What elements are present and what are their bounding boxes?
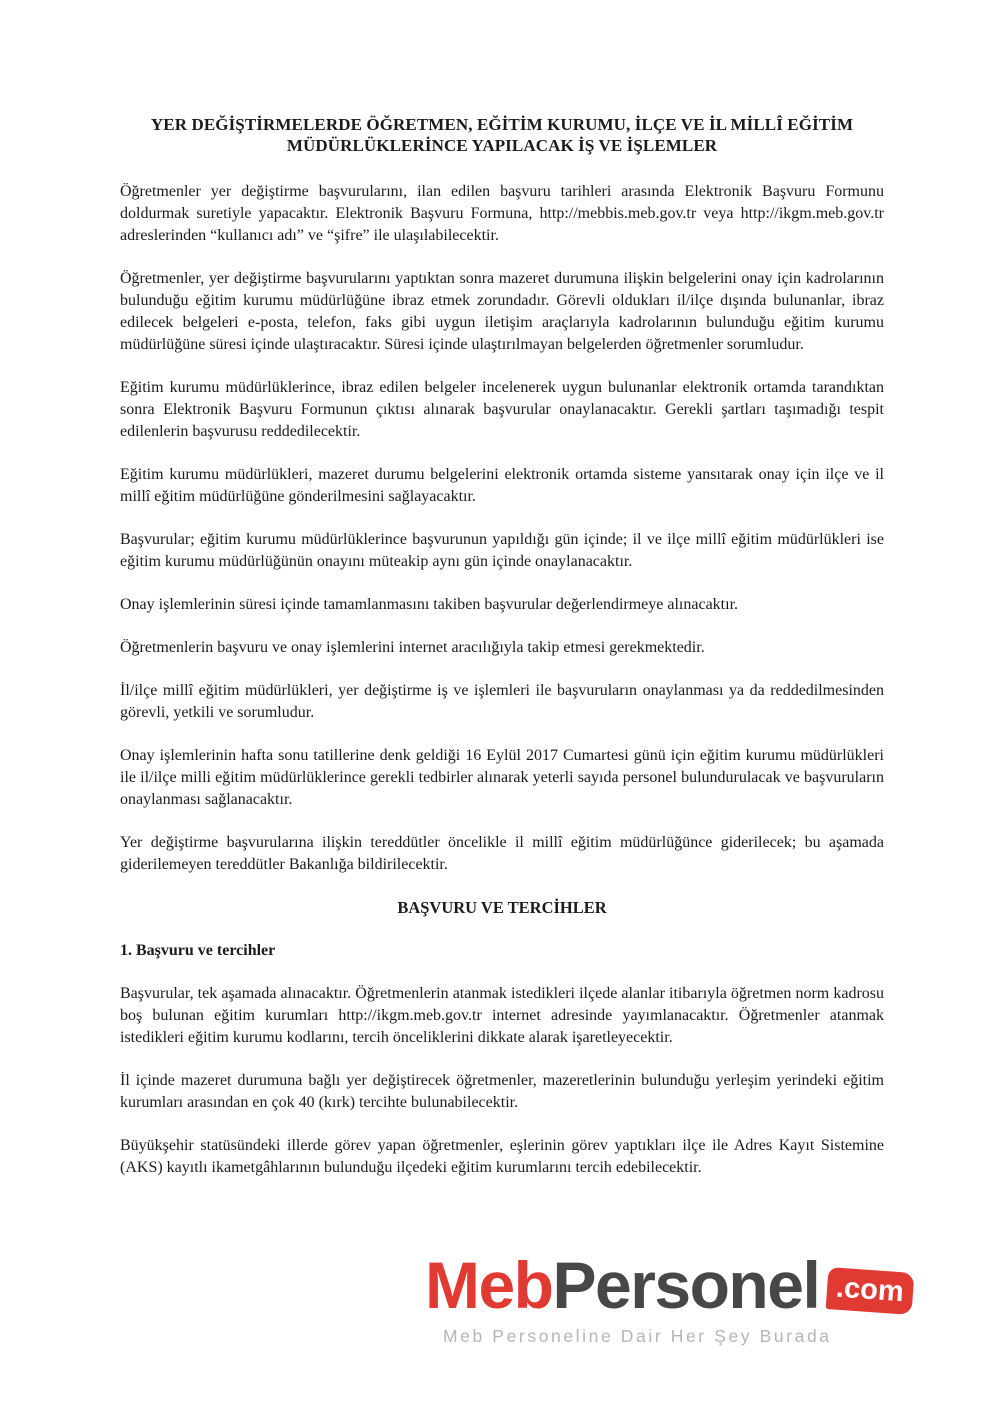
paragraph-11: Başvurular, tek aşamada alınacaktır. Öğretmenlerin atanmak istedikleri ilçede alanlar itibarıyla öğretmen norm kadrosu boş bulunan eğitim kurumları http://ikgm.meb.gov.tr internet adresinde yayımlanacaktır. Öğretmenler atanmak istedikleri eğitim kurumu kodlarını, tercih önceliklerini dikkate alarak işaretleyecektir. xyxy=(120,985,884,1046)
paragraph-4: Eğitim kurumu müdürlükleri, mazeret durumu belgelerini elektronik ortamda sisteme yansıtarak onay için ilçe ve il millî eğitim müdürlüğüne gönderilmesini sağlayacaktır. xyxy=(120,466,884,505)
logo-com-badge: .com xyxy=(826,1267,914,1315)
mebpersonel-logo xyxy=(425,1248,913,1322)
paragraph-12: İl içinde mazeret durumuna bağlı yer değiştirecek öğretmenler, mazeretlerinin bulunduğu yerleşim yerindeki eğitim kurumları arasından en çok 40 (kırk) tercihte bulunabilecektir. xyxy=(120,1072,884,1111)
section-heading-basvuru-ve-tercihler: BAŞVURU VE TERCİHLER xyxy=(397,898,607,917)
paragraph-9: Onay işlemlerinin hafta sonu tatillerine denk geldiği 16 Eylül 2017 Cumartesi günü için eğitim kurumu müdürlükleri ile il/ilçe milli eğitim müdürlüklerince gerekli tedbirler alınarak yeterli sayıda personel bulundurulacak ve başvuruların onaylanması sağlanacaktır. xyxy=(120,747,884,808)
paragraph-5: Başvurular; eğitim kurumu müdürlüklerince başvurunun yapıldığı gün içinde; il ve ilçe millî eğitim müdürlükleri ise eğitim kurumu müdürlüğünün onayını müteakip aynı gün içinde onaylanacaktır. xyxy=(120,531,884,570)
paragraph-2: Öğretmenler, yer değiştirme başvurularını yaptıktan sonra mazeret durumuna ilişkin belgelerini onay için kadrolarının bulunduğu eğitim kurumu müdürlüğüne ibraz etmek zorundadır. Görevli oldukları il/ilçe dışında bulunanlar, ibraz edilecek belgeleri e-posta, telefon, faks gibi uygun iletişim araçlarıyla kadrolarının bulunduğu eğitim kurumu müdürlüğüne süresi içinde ulaştıracaktır. Süresi içinde ulaştırılmayan belgelerden öğretmenler sorumludur. xyxy=(120,270,884,353)
paragraph-6: Onay işlemlerinin süresi içinde tamamlanmasını takiben başvurular değerlendirmeye alınacaktır. xyxy=(120,596,739,613)
subsection-heading-basvuru-ve-tercihler: 1. Başvuru ve tercihler xyxy=(120,942,276,959)
paragraph-1: Öğretmenler yer değiştirme başvurularını, ilan edilen başvuru tarihleri arasında Elektronik Başvuru Formunu doldurmak suretiyle yapacaktır. Elektronik Başvuru Formuna, http://mebbis.meb.gov.tr veya http://ikgm.meb.gov.tr adreslerinden “kullanıcı adı” ve “şifre” ile ulaşılabilecektir. xyxy=(120,183,884,244)
document-title-line1: YER DEĞİŞTİRMELERDE ÖĞRETMEN, EĞİTİM KURUMU, İLÇE VE İL MİLLÎ EĞİTİM xyxy=(150,115,854,134)
mebpersonel-wordmark xyxy=(425,1248,913,1322)
paragraph-3: Eğitim kurumu müdürlüklerince, ibraz edilen belgeler incelenerek uygun bulunanlar elektronik ortamda tarandıktan sonra Elektronik Başvuru Formunun çıktısı alınarak başvurular onaylanacaktır. Gerekli şartları taşımadığı tespit edilenlerin başvurusu reddedilecektir. xyxy=(120,379,884,440)
document-title xyxy=(120,114,884,156)
logo-text-personel: Personel xyxy=(552,1248,820,1322)
logo-text-meb: Meb xyxy=(425,1248,553,1322)
document-content xyxy=(120,114,884,1200)
paragraph-13: Büyükşehir statüsündeki illerde görev yapan öğretmenler, eşlerinin görev yaptıkları ilçe ile Adres Kayıt Sistemine (AKS) kayıtlı ikametgâhlarının bulunduğu ilçedeki eğitim kurumlarını tercih edebilecektir. xyxy=(120,1137,884,1176)
paragraph-7: Öğretmenlerin başvuru ve onay işlemlerini internet aracılığıyla takip etmesi gerekmektedir. xyxy=(120,639,705,656)
paragraph-8: İl/ilçe millî eğitim müdürlükleri, yer değiştirme iş ve işlemleri ile başvuruların onaylanması ya da reddedilmesinden görevli, yetkili ve sorumludur. xyxy=(120,682,884,721)
document-title-line2: MÜDÜRLÜKLERİNCE YAPILACAK İŞ VE İŞLEMLER xyxy=(286,136,718,155)
paragraph-10: Yer değiştirme başvurularına ilişkin tereddütler öncelikle il millî eğitim müdürlüğünce giderilecek; bu aşamada giderilemeyen tereddütler Bakanlığa bildirilecektir. xyxy=(120,834,884,873)
logo-tagline: Meb Personeline Dair Her Şey Burada xyxy=(443,1326,832,1346)
